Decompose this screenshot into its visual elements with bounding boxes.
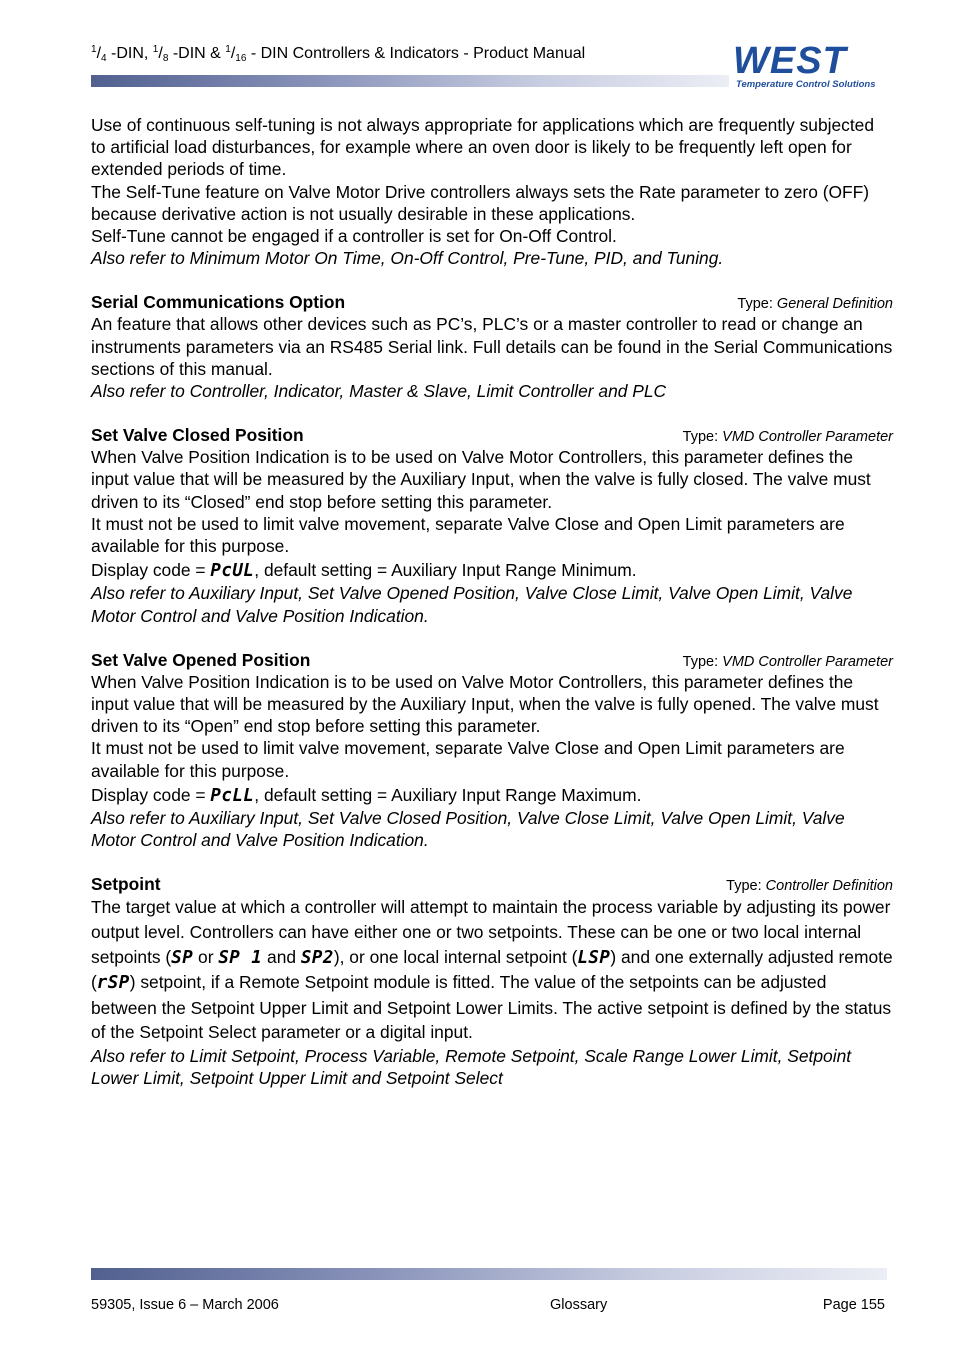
footer-divider-bar bbox=[91, 1268, 887, 1280]
section-heading bbox=[91, 649, 893, 671]
section-paragraph: The target value at which a controller will attempt to maintain the process variable by adjusting its power output level. Controllers can have either one or two setpoints. These can be one or two local internal setpoints (SP or SP 1 and SP2), or one local internal setpoint (LSP) and one externally adjusted remote (rSP) setpoint, if a Remote Setpoint module is fitted. The value of the setpoints can be adjusted between the Setpoint Upper Limit and Setpoint Lower Limits. The active setpoint is defined by the status of the Setpoint Select parameter or a digital input. bbox=[91, 897, 893, 1043]
logo-tagline: Temperature Control Solutions bbox=[736, 79, 876, 90]
see-also-text: Also refer to Auxiliary Input, Set Valve Opened Position, Valve Close Limit, Valve Open Limit, Valve Motor Control and Valve Position Indication. bbox=[91, 583, 853, 626]
display-code: rSP bbox=[96, 973, 130, 994]
section-paragraph: It must not be used to limit valve movement, separate Valve Close and Open Limit parameters are available for this purpose. bbox=[91, 738, 845, 781]
see-also-text: Also refer to Controller, Indicator, Master & Slave, Limit Controller and PLC bbox=[91, 381, 667, 402]
display-code-line: Display code = PcLL, default setting = Auxiliary Input Range Maximum. bbox=[91, 784, 642, 806]
section-type: Type: VMD Controller Parameter bbox=[682, 653, 893, 670]
see-also-text: Also refer to Auxiliary Input, Set Valve Closed Position, Valve Close Limit, Valve Open Limit, Valve Motor Control and Valve Position Indication. bbox=[91, 808, 845, 851]
section-paragraph: When Valve Position Indication is to be used on Valve Motor Controllers, this parameter defines the input value that will be measured by the Auxiliary Input, when the valve is fully closed. The valve must driven to its “Closed” end stop before setting this parameter. bbox=[91, 447, 871, 512]
section-title: Setpoint bbox=[91, 874, 161, 895]
west-logo bbox=[733, 42, 887, 90]
section-heading bbox=[91, 291, 893, 313]
logo-wordmark: WEST bbox=[733, 40, 847, 82]
display-code: SP 1 bbox=[218, 947, 263, 968]
section-paragraph: An feature that allows other devices such as PC’s, PLC’s or a master controller to read or change an instruments parameters via an RS485 Serial link. Full details can be found in the Serial Communications sections of this manual. bbox=[91, 314, 893, 379]
section-heading bbox=[91, 424, 893, 446]
section-paragraph: When Valve Position Indication is to be used on Valve Motor Controllers, this parameter defines the input value that will be measured by the Auxiliary Input, when the valve is fully opened. The valve must driven to its “Open” end stop before setting this parameter. bbox=[91, 671, 879, 737]
intro-paragraph: Self-Tune cannot be engaged if a controller is set for On-Off Control. bbox=[91, 226, 617, 247]
intro-paragraph: The Self-Tune feature on Valve Motor Drive controllers always sets the Rate parameter to zero (OFF) because derivative action is not usually desirable in these applications. bbox=[91, 181, 870, 224]
display-code: SP2 bbox=[300, 947, 334, 968]
footer-page-number: Page 155 bbox=[822, 1297, 885, 1313]
section-type: Type: General Definition bbox=[737, 296, 893, 313]
display-code: LSP bbox=[577, 947, 611, 968]
page-content bbox=[91, 114, 893, 1089]
display-code-line: Display code = PcUL, default setting = Auxiliary Input Range Minimum. bbox=[91, 560, 637, 582]
section-title: Set Valve Closed Position bbox=[91, 425, 304, 446]
header-title: $^1/_4$ -DIN, $^1/_8$ -DIN & $^1/_{16}$ - DIN Controllers & Indicators - Product Manual bbox=[91, 44, 586, 64]
display-code: PcLL bbox=[210, 785, 255, 806]
section-heading bbox=[91, 873, 893, 895]
see-also-text: Also refer to Limit Setpoint, Process Variable, Remote Setpoint, Scale Range Lower Limit, Setpoint Lower Limit, Setpoint Upper Limit and Setpoint Select bbox=[91, 1046, 852, 1089]
section-title: Set Valve Opened Position bbox=[91, 649, 311, 670]
section-paragraph: It must not be used to limit valve movement, separate Valve Close and Open Limit parameters are available for this purpose. bbox=[91, 513, 845, 557]
display-code: PcUL bbox=[210, 561, 255, 582]
see-also-text: Also refer to Minimum Motor On Time, On-Off Control, Pre-Tune, PID, and Tuning. bbox=[91, 248, 724, 269]
header-divider-bar bbox=[91, 75, 729, 87]
section-type: Type: VMD Controller Parameter bbox=[682, 429, 893, 446]
section-title: Serial Communications Option bbox=[91, 292, 346, 313]
footer-issue: 59305, Issue 6 – March 2006 bbox=[91, 1297, 279, 1313]
display-code: SP bbox=[171, 947, 194, 968]
footer-section: Glossary bbox=[550, 1297, 608, 1313]
intro-paragraph: Use of continuous self-tuning is not always appropriate for applications which are frequently subjected to artificial load disturbances, for example where an oven door is likely to be frequently left open for extended periods of time. bbox=[91, 115, 875, 180]
section-type: Type: Controller Definition bbox=[726, 878, 893, 895]
